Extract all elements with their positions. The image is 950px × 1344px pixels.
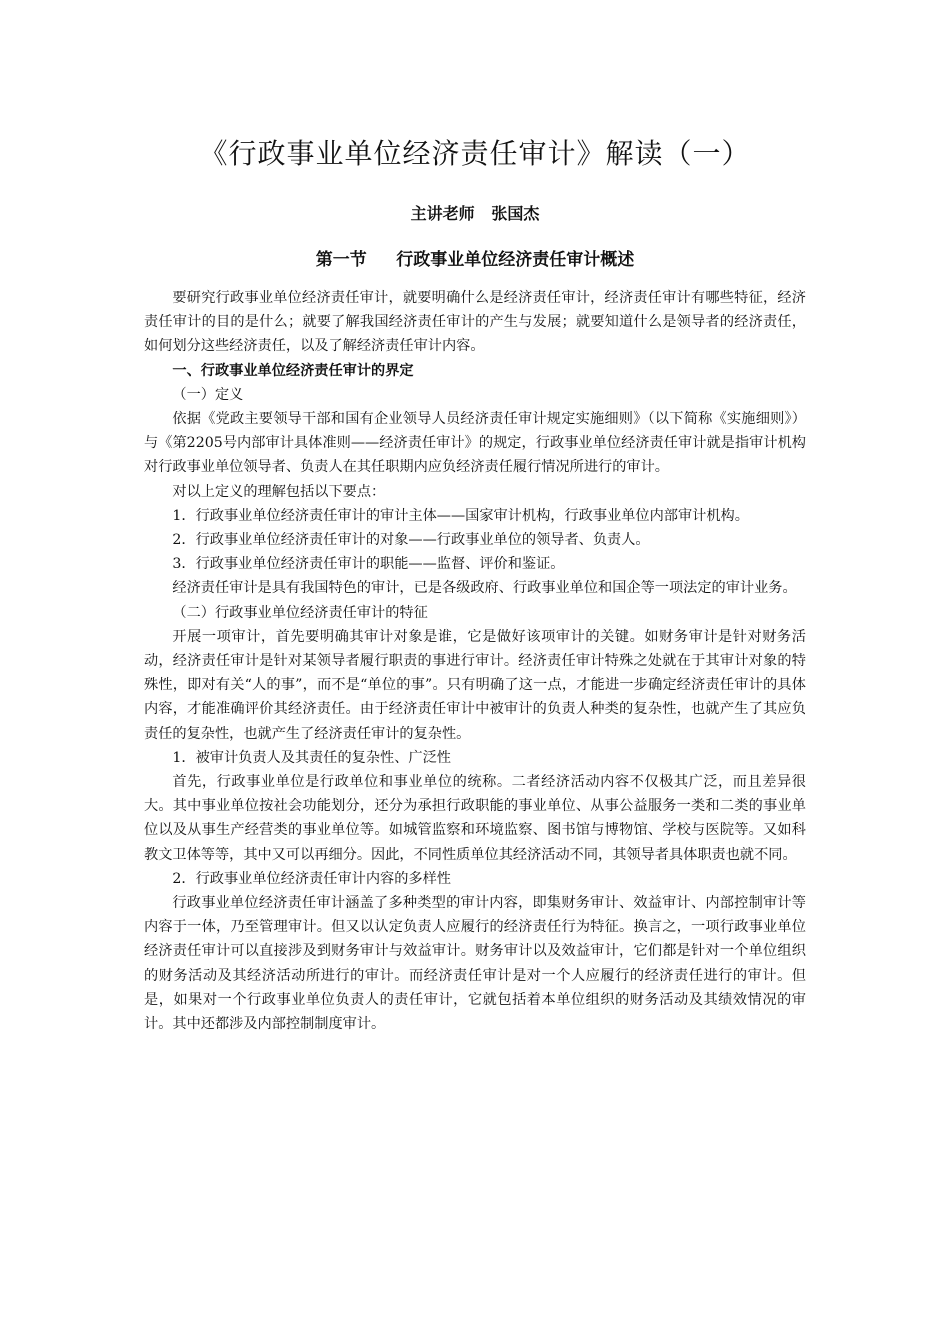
list-item: 2．行政事业单位经济责任审计的对象——行政事业单位的领导者、负责人。 [172, 532, 650, 549]
subheading: （一）定义 [172, 386, 244, 403]
numbered-subheading: 2．行政事业单位经济责任审计内容的多样性 [172, 870, 451, 887]
author-line: 主讲老师 张国杰 [410, 204, 540, 223]
paragraph: 依据《党政主要领导干部和国有企业领导人员经济责任审计规定实施细则》（以下简称《实施细则》）与《第2205号内部审计具体准则——经济责任审计》的规定，行政事业单位经济责任审计就是指审计机构对行政事业单位领导者、负责人在其任职期内应负经济责任履行情况所进行的审计。 [144, 411, 806, 476]
paragraph: 对以上定义的理解包括以下要点： [172, 483, 386, 500]
document-body [144, 286, 806, 1036]
heading-level-1: 一、行政事业单位经济责任审计的界定 [172, 362, 414, 379]
paragraph: 首先，行政事业单位是行政单位和事业单位的统称。二者经济活动内容不仅极其广泛，而且差异很大。其中事业单位按社会功能划分，还分为承担行政职能的事业单位、从事公益服务一类和二类的事业单位以及从事生产经营类的事业单位等。如城管监察和环境监察、图书馆与博物馆、学校与医院等。又如科教文卫体等等，其中又可以再细分。因此，不同性质单位其经济活动不同，其领导者具体职责也就不同。 [144, 774, 806, 863]
subheading: （二）行政事业单位经济责任审计的特征 [172, 604, 428, 621]
list-item: 1．行政事业单位经济责任审计的审计主体——国家审计机构，行政事业单位内部审计机构。 [172, 507, 749, 524]
section-title: 第一节 行政事业单位经济责任审计概述 [315, 250, 635, 270]
paragraph: 经济责任审计是具有我国特色的审计，已是各级政府、行政事业单位和国企等一项法定的审计业务。 [172, 580, 797, 597]
paragraph: 开展一项审计，首先要明确其审计对象是谁，它是做好该项审计的关键。如财务审计是针对财务活动，经济责任审计是针对某领导者履行职责的事进行审计。经济责任审计特殊之处就在于其审计对象的特殊性，即对有关“人的事”，而不是“单位的事”。只有明确了这一点，才能进一步确定经济责任审计的具体内容，才能准确评价其经济责任。由于经济责任审计中被审计的负责人种类的复杂性，也就产生了其应负责任的复杂性，也就产生了经济责任审计的复杂性。 [144, 628, 806, 742]
numbered-subheading: 1．被审计负责人及其责任的复杂性、广泛性 [172, 749, 451, 766]
document-title: 《行政事业单位经济责任审计》解读（一） [199, 137, 751, 170]
paragraph: 行政事业单位经济责任审计涵盖了多种类型的审计内容，即集财务审计、效益审计、内部控制审计等内容于一体，乃至管理审计。但又以认定负责人应履行的经济责任行为特征。换言之，一项行政事业单位经济责任审计可以直接涉及到财务审计与效益审计。财务审计以及效益审计，它们都是针对一个单位组织的财务活动及其经济活动所进行的审计。而经济责任审计是对一个人应履行的经济责任进行的审计。但是，如果对一个行政事业单位负责人的责任审计，它就包括着本单位组织的财务活动及其绩效情况的审计。其中还都涉及内部控制制度审计。 [144, 895, 806, 1033]
paragraph: 要研究行政事业单位经济责任审计，就要明确什么是经济责任审计，经济责任审计有哪些特征，经济责任审计的目的是什么；就要了解我国经济责任审计的产生与发展；就要知道什么是领导者的经济责任，如何划分这些经济责任，以及了解经济责任审计内容。 [144, 290, 806, 355]
list-item: 3．行政事业单位经济责任审计的职能——监督、评价和鉴证。 [172, 556, 565, 573]
